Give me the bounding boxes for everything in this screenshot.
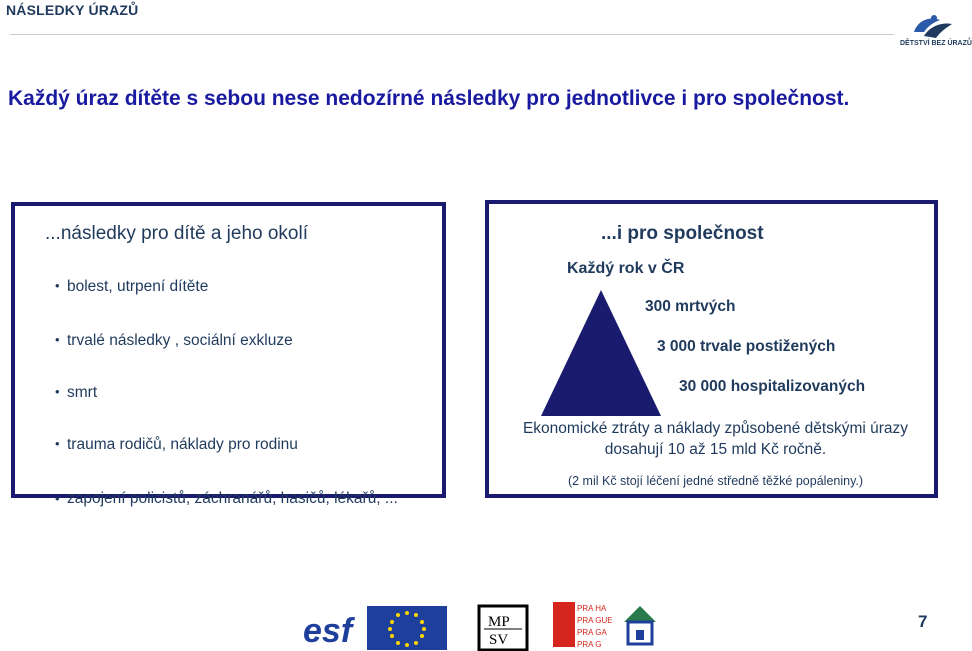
pyramid-level-deaths: 300 mrtvých [645, 298, 736, 315]
detstvi-bez-urazu-logo [900, 10, 972, 54]
mpsv-text-bottom: SV [489, 632, 509, 648]
list-item: • zapojení policistů, záchranářů, hasičů, lékařů, ... [55, 489, 422, 509]
praha-line-2: PRA GUE [577, 616, 613, 625]
esf-text: esf [303, 612, 353, 650]
consequences-child-box [11, 202, 446, 507]
consequences-list [55, 278, 422, 507]
economic-losses-text: Ekonomické ztráty a náklady způsobené dětskými úrazy dosahují 10 až 15 mld Kč ročně. [522, 420, 909, 458]
slide-subtitle: Každý úraz dítěte s sebou nese nedozírné následky pro jednotlivce i pro společnost. [8, 87, 850, 110]
pyramid-level-hospitalized: 30 000 hospitalizovaných [679, 378, 866, 395]
pyramid-level-disabled: 3 000 trvale postižených [657, 338, 836, 355]
logo-caption: DĚTSTVÍ BEZ ÚRAZŮ [900, 40, 972, 47]
mpsv-logo [479, 606, 527, 650]
partner-logos [0, 598, 960, 651]
praha-line-1: PRA HA [577, 604, 607, 613]
praha-logo [553, 602, 613, 649]
list-item: • trvalé následky , sociální exkluze [55, 332, 422, 350]
praha-line-4: PRA G [577, 640, 602, 649]
mpsv-text-top: MP [488, 614, 510, 630]
left-box-title: ...následky pro dítě a jeho okolí [45, 223, 308, 244]
esf-logo [301, 606, 363, 650]
list-item: • bolest, utrpení dítěte [55, 278, 422, 296]
house-logo [624, 606, 656, 644]
list-item: • smrt [55, 384, 422, 402]
injury-pyramid [541, 290, 661, 416]
eu-flag-logo [367, 606, 447, 650]
consequences-society-box [485, 200, 938, 498]
right-box-title: ...i pro společnost [601, 223, 764, 244]
page-number: 7 [918, 612, 928, 631]
yearly-caption: Každý rok v ČR [567, 260, 685, 277]
praha-line-3: PRA GA [577, 628, 607, 637]
header-divider [10, 34, 894, 35]
list-item: • trauma rodičů, náklady pro rodinu [55, 436, 422, 454]
page-header-title: NÁSLEDKY ÚRAZŮ [6, 2, 139, 18]
burn-cost-note: (2 mil Kč stojí léčení jedné středně těžké popáleniny.) [567, 474, 864, 488]
